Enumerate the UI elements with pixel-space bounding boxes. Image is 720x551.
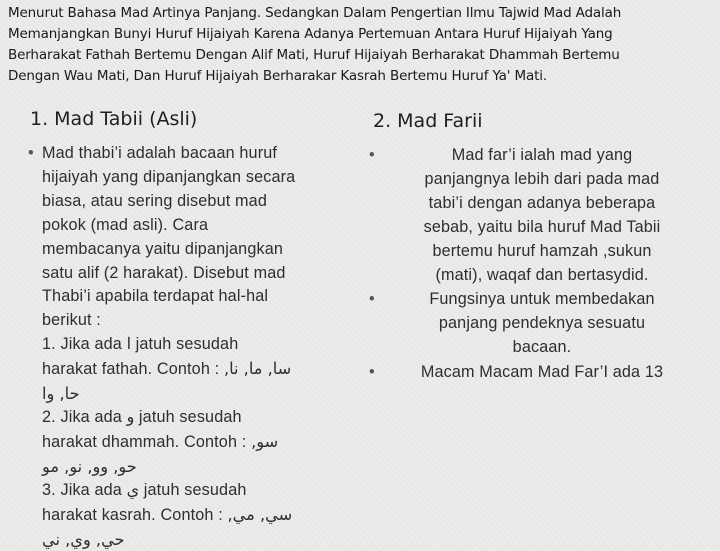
body-line: bertemu huruf hamzah ,sukun: [383, 240, 701, 264]
mad-farii-function-bullet: [371, 288, 701, 360]
mad-farii-types-bullet: [371, 361, 701, 385]
body-line: Fungsinya untuk membedakan: [383, 288, 701, 312]
kasrah-example-line: [42, 503, 365, 528]
fathah-example-arabic: سا, ما, نا,: [224, 359, 291, 378]
body-line: (mati), waqaf dan bertasydid.: [383, 264, 701, 288]
body-line: panjangnya lebih dari pada mad: [383, 168, 701, 192]
fathah-example-line: [42, 357, 365, 382]
mad-tabii-column: [30, 104, 365, 551]
body-line: panjang pendeknya sesuatu: [383, 312, 701, 336]
body-line: Macam Macam Mad Far’I ada 13: [383, 361, 701, 385]
intro-line: Dengan Wau Mati, Dan Huruf Hijaiyah Berharakar Kasrah Bertemu Huruf Ya' Mati.: [8, 66, 714, 87]
mad-tabii-heading: 1. Mad Tabii (Asli): [30, 104, 365, 134]
body-line: satu alif (2 harakat). Disebut mad: [42, 262, 365, 286]
wau-rule-line: 2. Jika ada و jatuh sesudah: [42, 406, 365, 430]
dhammah-example-arabic: سو,: [251, 432, 278, 451]
intro-paragraph: [8, 3, 714, 87]
kasrah-example-arabic: سي, مي,: [228, 505, 293, 524]
mad-farii-definition-bullet: [371, 144, 701, 287]
fathah-example-arabic-cont: حا, وا: [42, 382, 365, 406]
body-line: bacaan.: [383, 336, 701, 360]
body-line: tabi’i dengan adanya beberapa: [383, 192, 701, 216]
dhammah-example-arabic-cont: حو, وو, نو, مو: [42, 455, 365, 479]
kasrah-example-label: harakat kasrah. Contoh :: [42, 506, 223, 524]
body-line: sebab, yaitu bila huruf Mad Tabii: [383, 216, 701, 240]
ya-rule-line: 3. Jika ada ي jatuh sesudah: [42, 479, 365, 503]
body-line: Mad far’i ialah mad yang: [383, 144, 701, 168]
intro-line: Berharakat Fathah Bertemu Dengan Alif Mati, Huruf Hijaiyah Berharakat Dhammah Bertemu: [8, 45, 714, 66]
kasrah-example-arabic-cont: حي, وي, ني: [42, 528, 365, 551]
mad-tabii-bullet: [30, 142, 365, 551]
body-line: pokok (mad asli). Cara: [42, 214, 365, 238]
bullet-dot: •: [28, 142, 34, 166]
bullet-dot: •: [369, 288, 375, 312]
body-line: biasa, atau sering disebut mad: [42, 190, 365, 214]
body-line: berikut :: [42, 309, 365, 333]
body-line: hijaiyah yang dipanjangkan secara: [42, 166, 365, 190]
body-line: Mad thabi’i adalah bacaan huruf: [42, 142, 365, 166]
mad-farii-heading: 2. Mad Farii: [371, 106, 701, 136]
intro-line: Menurut Bahasa Mad Artinya Panjang. Sedangkan Dalam Pengertian Ilmu Tajwid Mad Adalah: [8, 3, 714, 24]
bullet-dot: •: [369, 361, 375, 385]
bullet-dot: •: [369, 144, 375, 168]
mad-farii-column: [371, 104, 701, 386]
fathah-example-label: harakat fathah. Contoh :: [42, 360, 219, 378]
alif-rule-line: 1. Jika ada ا jatuh sesudah: [42, 333, 365, 357]
body-line: membacanya yaitu dipanjangkan: [42, 238, 365, 262]
intro-line: Memanjangkan Bunyi Huruf Hijaiyah Karena Adanya Pertemuan Antara Huruf Hijaiyah Yang: [8, 24, 714, 45]
body-line: Thabi’i apabila terdapat hal-hal: [42, 285, 365, 309]
dhammah-example-label: harakat dhammah. Contoh :: [42, 433, 246, 451]
dhammah-example-line: [42, 430, 365, 455]
